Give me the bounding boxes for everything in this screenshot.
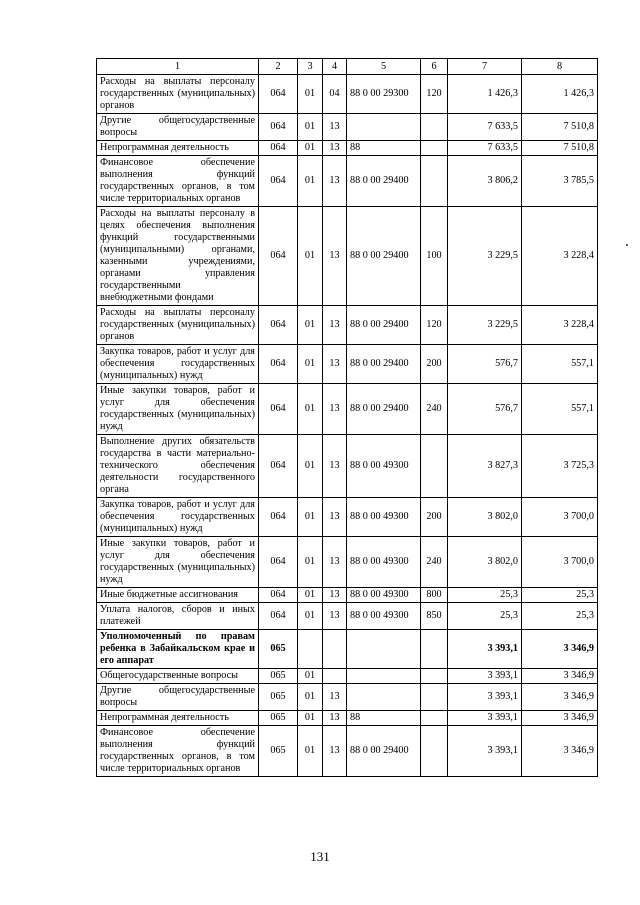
cell-amount-2: 3 346,9: [522, 711, 598, 726]
table-row: [97, 435, 598, 498]
table-row: [97, 345, 598, 384]
cell-amount-1: 7 633,5: [448, 141, 522, 156]
cell-expense-type: [421, 711, 448, 726]
cell-amount-2: 3 346,9: [522, 684, 598, 711]
cell-amount-1: 3 393,1: [448, 630, 522, 669]
cell-section: 01: [298, 603, 323, 630]
table-row: [97, 711, 598, 726]
cell-amount-1: 3 806,2: [448, 156, 522, 207]
table-row: [97, 669, 598, 684]
cell-amount-1: 1 426,3: [448, 75, 522, 114]
cell-subsection: 13: [323, 141, 347, 156]
cell-name: Уплата налогов, сборов и иных платежей: [97, 603, 259, 630]
header-cell: 5: [347, 59, 421, 75]
cell-subsection: 13: [323, 537, 347, 588]
cell-expense-type: [421, 630, 448, 669]
cell-ministry-code: 065: [259, 684, 298, 711]
cell-target-article: [347, 630, 421, 669]
cell-target-article: 88 0 00 49300: [347, 588, 421, 603]
header-cell: 6: [421, 59, 448, 75]
cell-target-article: [347, 114, 421, 141]
cell-subsection: 13: [323, 384, 347, 435]
cell-subsection: 13: [323, 345, 347, 384]
cell-name: Непрограммная деятельность: [97, 141, 259, 156]
cell-ministry-code: 064: [259, 141, 298, 156]
cell-amount-2: 3 785,5: [522, 156, 598, 207]
cell-name: Иные закупки товаров, работ и услуг для обеспечения государственных (муниципальных) нужд: [97, 384, 259, 435]
cell-subsection: 13: [323, 435, 347, 498]
table-row: [97, 75, 598, 114]
cell-section: 01: [298, 588, 323, 603]
header-cell: 2: [259, 59, 298, 75]
cell-expense-type: 100: [421, 207, 448, 306]
cell-ministry-code: 064: [259, 156, 298, 207]
cell-ministry-code: 064: [259, 75, 298, 114]
cell-amount-2: 3 725,3: [522, 435, 598, 498]
cell-amount-2: 1 426,3: [522, 75, 598, 114]
cell-section: 01: [298, 684, 323, 711]
cell-expense-type: [421, 156, 448, 207]
table-row: [97, 384, 598, 435]
cell-target-article: 88 0 00 29400: [347, 207, 421, 306]
cell-target-article: 88 0 00 29400: [347, 384, 421, 435]
cell-amount-1: 3 393,1: [448, 711, 522, 726]
cell-ministry-code: 064: [259, 588, 298, 603]
cell-ministry-code: 064: [259, 306, 298, 345]
cell-subsection: 13: [323, 603, 347, 630]
cell-amount-1: 7 633,5: [448, 114, 522, 141]
cell-section: 01: [298, 207, 323, 306]
cell-amount-2: 25,3: [522, 603, 598, 630]
cell-amount-2: 3 346,9: [522, 630, 598, 669]
cell-section: 01: [298, 498, 323, 537]
cell-subsection: 13: [323, 207, 347, 306]
header-cell: 8: [522, 59, 598, 75]
cell-name: Иные закупки товаров, работ и услуг для обеспечения государственных (муниципальных) нужд: [97, 537, 259, 588]
cell-expense-type: 120: [421, 306, 448, 345]
cell-amount-1: 576,7: [448, 384, 522, 435]
cell-amount-1: 3 393,1: [448, 726, 522, 777]
cell-subsection: 13: [323, 498, 347, 537]
cell-expense-type: [421, 684, 448, 711]
cell-section: 01: [298, 306, 323, 345]
cell-amount-1: 3 229,5: [448, 306, 522, 345]
cell-expense-type: 200: [421, 345, 448, 384]
cell-name: Общегосударственные вопросы: [97, 669, 259, 684]
cell-ministry-code: 065: [259, 630, 298, 669]
cell-section: 01: [298, 384, 323, 435]
cell-ministry-code: 064: [259, 345, 298, 384]
cell-target-article: 88 0 00 29400: [347, 306, 421, 345]
cell-amount-2: 3 346,9: [522, 726, 598, 777]
cell-subsection: 13: [323, 588, 347, 603]
cell-amount-1: 576,7: [448, 345, 522, 384]
header-cell: 1: [97, 59, 259, 75]
cell-target-article: 88 0 00 29400: [347, 726, 421, 777]
cell-section: 01: [298, 435, 323, 498]
cell-name: Финансовое обеспечение выполнения функций государственных органов, в том числе территориальных органов: [97, 156, 259, 207]
cell-amount-2: 25,3: [522, 588, 598, 603]
table-row: [97, 141, 598, 156]
cell-expense-type: [421, 141, 448, 156]
cell-subsection: 04: [323, 75, 347, 114]
cell-subsection: 13: [323, 156, 347, 207]
table-header-row: [97, 59, 598, 75]
cell-expense-type: [421, 726, 448, 777]
cell-ministry-code: 064: [259, 435, 298, 498]
cell-amount-2: 557,1: [522, 384, 598, 435]
cell-ministry-code: 065: [259, 711, 298, 726]
cell-ministry-code: 064: [259, 603, 298, 630]
cell-name: Закупка товаров, работ и услуг для обеспечения государственных (муниципальных) нужд: [97, 498, 259, 537]
page-number: 131: [310, 849, 330, 864]
cell-amount-1: 3 802,0: [448, 537, 522, 588]
cell-section: 01: [298, 726, 323, 777]
cell-section: 01: [298, 537, 323, 588]
table-row: [97, 588, 598, 603]
cell-amount-1: 3 802,0: [448, 498, 522, 537]
cell-amount-2: 3 700,0: [522, 537, 598, 588]
cell-section: 01: [298, 669, 323, 684]
cell-target-article: 88 0 00 29400: [347, 156, 421, 207]
cell-section: 01: [298, 711, 323, 726]
cell-section: [298, 630, 323, 669]
cell-amount-2: 3 228,4: [522, 306, 598, 345]
cell-expense-type: 120: [421, 75, 448, 114]
cell-ministry-code: 065: [259, 726, 298, 777]
cell-amount-2: 557,1: [522, 345, 598, 384]
cell-amount-1: 3 393,1: [448, 669, 522, 684]
table-body: [97, 75, 598, 777]
scan-mark: [626, 244, 628, 246]
cell-name: Финансовое обеспечение выполнения функций государственных органов, в том числе территориальных органов: [97, 726, 259, 777]
cell-target-article: 88 0 00 29300: [347, 75, 421, 114]
cell-subsection: 13: [323, 114, 347, 141]
cell-section: 01: [298, 141, 323, 156]
budget-table: [96, 58, 598, 777]
header-cell: 3: [298, 59, 323, 75]
cell-ministry-code: 065: [259, 669, 298, 684]
cell-ministry-code: 064: [259, 207, 298, 306]
cell-expense-type: [421, 114, 448, 141]
cell-subsection: 13: [323, 711, 347, 726]
cell-target-article: 88 0 00 49300: [347, 435, 421, 498]
cell-section: 01: [298, 114, 323, 141]
cell-target-article: 88 0 00 49300: [347, 603, 421, 630]
cell-section: 01: [298, 345, 323, 384]
cell-name: Расходы на выплаты персоналу государственных (муниципальных) органов: [97, 306, 259, 345]
cell-ministry-code: 064: [259, 384, 298, 435]
cell-ministry-code: 064: [259, 537, 298, 588]
cell-expense-type: [421, 435, 448, 498]
cell-amount-1: 25,3: [448, 603, 522, 630]
table-row: [97, 630, 598, 669]
cell-name: Другие общегосударственные вопросы: [97, 114, 259, 141]
cell-expense-type: 200: [421, 498, 448, 537]
cell-subsection: [323, 630, 347, 669]
cell-target-article: 88 0 00 49300: [347, 537, 421, 588]
cell-amount-1: 3 827,3: [448, 435, 522, 498]
cell-amount-1: 25,3: [448, 588, 522, 603]
cell-target-article: 88: [347, 711, 421, 726]
cell-subsection: 13: [323, 306, 347, 345]
cell-amount-1: 3 229,5: [448, 207, 522, 306]
table-row: [97, 207, 598, 306]
cell-subsection: [323, 669, 347, 684]
cell-name: Другие общегосударственные вопросы: [97, 684, 259, 711]
cell-name: Расходы на выплаты персоналу в целях обеспечения выполнения функций государственными (муниципальными) органами, казенными учреждениями, органами управления государственными внебюджетными фондами: [97, 207, 259, 306]
cell-amount-2: 3 700,0: [522, 498, 598, 537]
cell-name: Выполнение других обязательств государства в части материально-технического обеспечения деятельности государственного органа: [97, 435, 259, 498]
table-row: [97, 498, 598, 537]
cell-target-article: 88 0 00 29400: [347, 345, 421, 384]
cell-section: 01: [298, 75, 323, 114]
table-row: [97, 114, 598, 141]
cell-amount-1: 3 393,1: [448, 684, 522, 711]
cell-ministry-code: 064: [259, 498, 298, 537]
cell-target-article: [347, 684, 421, 711]
cell-name: Расходы на выплаты персоналу государственных (муниципальных) органов: [97, 75, 259, 114]
cell-target-article: 88: [347, 141, 421, 156]
cell-name: Закупка товаров, работ и услуг для обеспечения государственных (муниципальных) нужд: [97, 345, 259, 384]
cell-expense-type: 240: [421, 537, 448, 588]
cell-name: Уполномоченный по правам ребенка в Забайкальском крае и его аппарат: [97, 630, 259, 669]
table-row: [97, 156, 598, 207]
cell-amount-2: 3 346,9: [522, 669, 598, 684]
cell-expense-type: 850: [421, 603, 448, 630]
cell-name: Непрограммная деятельность: [97, 711, 259, 726]
header-cell: 7: [448, 59, 522, 75]
cell-ministry-code: 064: [259, 114, 298, 141]
cell-amount-2: 3 228,4: [522, 207, 598, 306]
cell-amount-2: 7 510,8: [522, 114, 598, 141]
cell-target-article: 88 0 00 49300: [347, 498, 421, 537]
table-row: [97, 726, 598, 777]
cell-amount-2: 7 510,8: [522, 141, 598, 156]
header-cell: 4: [323, 59, 347, 75]
table-row: [97, 603, 598, 630]
cell-subsection: 13: [323, 726, 347, 777]
table-row: [97, 306, 598, 345]
cell-name: Иные бюджетные ассигнования: [97, 588, 259, 603]
cell-expense-type: [421, 669, 448, 684]
table-row: [97, 684, 598, 711]
cell-expense-type: 240: [421, 384, 448, 435]
cell-expense-type: 800: [421, 588, 448, 603]
cell-section: 01: [298, 156, 323, 207]
table-row: [97, 537, 598, 588]
cell-target-article: [347, 669, 421, 684]
cell-subsection: 13: [323, 684, 347, 711]
